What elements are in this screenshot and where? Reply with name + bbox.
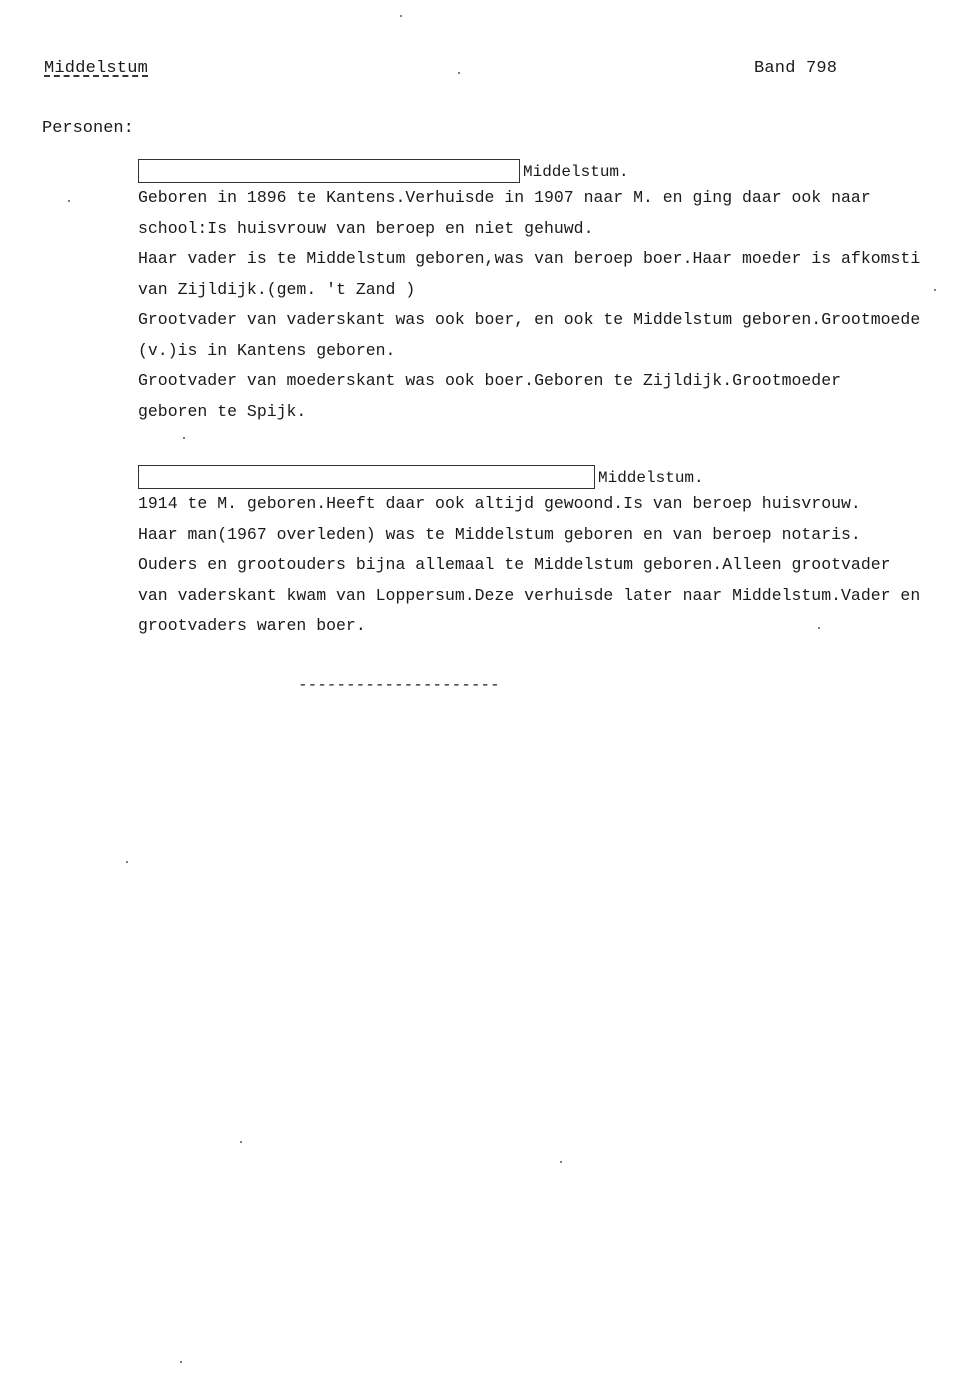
section-label: Personen:	[42, 119, 134, 138]
separator-rule: ---------------------	[298, 676, 500, 694]
header-place: Middelstum	[44, 59, 149, 78]
text-line: Geboren in 1896 te Kantens.Verhuisde in 1907 naar M. en ging daar ook naar	[138, 188, 871, 207]
scan-speck	[560, 1161, 562, 1163]
scan-speck	[400, 15, 402, 17]
scan-speck	[180, 1361, 182, 1363]
person-place: Middelstum.	[598, 469, 704, 487]
scan-speck	[183, 437, 185, 439]
text-line: van Zijldijk.(gem. 't Zand )	[138, 279, 416, 299]
text-line: grootvaders waren boer.	[138, 616, 366, 635]
redacted-name-box	[138, 465, 595, 489]
scan-speck	[458, 72, 460, 74]
text-line: (v.)is in Kantens geboren.	[138, 340, 396, 360]
text-line: Ouders en grootouders bijna allemaal te Middelstum geboren.Alleen grootvader	[138, 555, 891, 574]
person-name-row	[138, 463, 979, 489]
text-line: Haar vader is te Middelstum geboren,was van beroep boer.Haar moeder is afkomsti	[138, 249, 921, 268]
person-entry-2	[138, 463, 979, 642]
text-line: 1914 te M. geboren.Heeft daar ook altijd gewoond.Is van beroep huisvrouw.	[138, 494, 861, 513]
person-name-row	[138, 157, 979, 183]
text-line: Grootvader van moederskant was ook boer.Geboren te Zijldijk.Grootmoeder	[138, 371, 842, 390]
text-line: school:Is huisvrouw van beroep en niet gehuwd.	[138, 218, 594, 238]
text-line: Grootvader van vaderskant was ook boer, en ook te Middelstum geboren.Grootmoede	[138, 310, 921, 329]
scan-speck	[818, 627, 820, 629]
person-place: Middelstum.	[523, 163, 629, 181]
person-entry-1	[138, 157, 979, 427]
redacted-name-box	[138, 159, 520, 183]
scan-speck	[126, 861, 128, 863]
scan-speck	[934, 289, 936, 291]
scan-speck	[240, 1141, 242, 1143]
scan-speck	[68, 200, 70, 202]
header-band-number: Band 798	[754, 59, 838, 78]
text-line: geboren te Spijk.	[138, 401, 307, 421]
text-line: Haar man(1967 overleden) was te Middelstum geboren en van beroep notaris.	[138, 524, 861, 544]
text-line: van vaderskant kwam van Loppersum.Deze verhuisde later naar Middelstum.Vader en	[138, 585, 921, 605]
